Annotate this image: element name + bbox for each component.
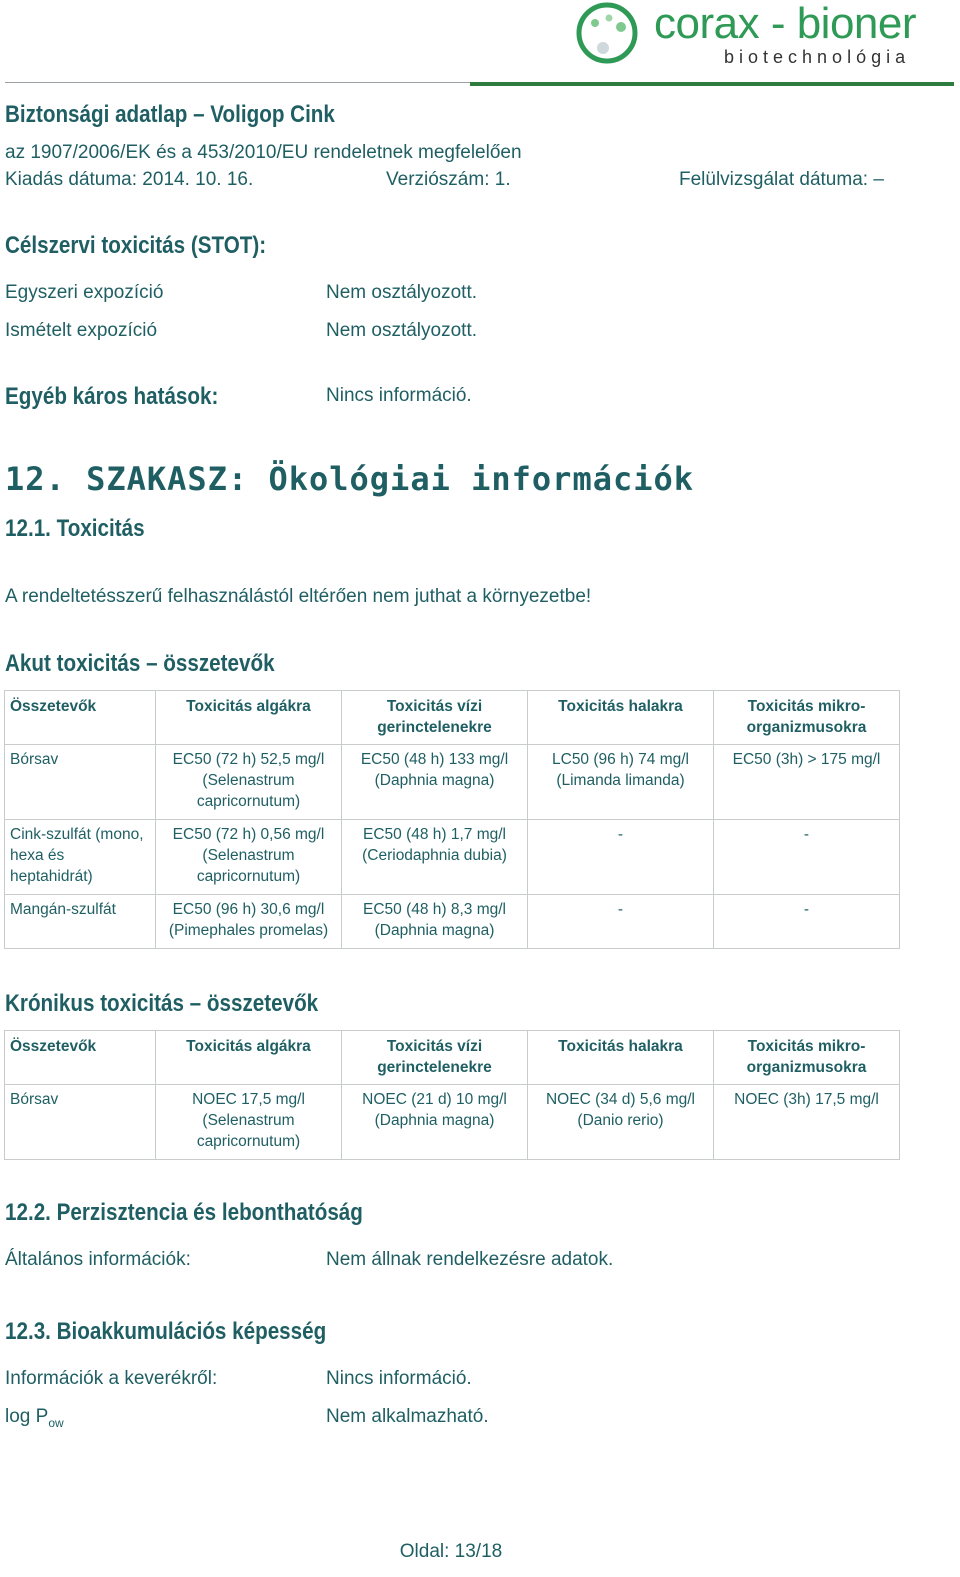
col-header-invertebrates: Toxicitás vízi gerinctelenekre bbox=[342, 1031, 528, 1085]
table-cell: EC50 (72 h) 52,5 mg/l (Selenastrum capricornutum) bbox=[156, 745, 342, 820]
doc-revision-date: Felülvizsgálat dátuma: – bbox=[679, 169, 884, 190]
table-row bbox=[5, 1085, 900, 1160]
table-row bbox=[5, 745, 900, 820]
table-cell: - bbox=[528, 895, 714, 949]
table-cell: EC50 (96 h) 30,6 mg/l (Pimephales promelas) bbox=[156, 895, 342, 949]
log-pow-subscript: ow bbox=[48, 1415, 64, 1430]
table-cell: EC50 (48 h) 1,7 mg/l (Ceriodaphnia dubia) bbox=[342, 820, 528, 895]
table-cell: EC50 (48 h) 8,3 mg/l (Daphnia magna) bbox=[342, 895, 528, 949]
acute-toxicity-table bbox=[4, 690, 900, 949]
mixture-info-label: Információk a keverékről: bbox=[5, 1368, 218, 1389]
doc-regulation: az 1907/2006/EK és a 453/2010/EU rendeletnek megfelelően bbox=[5, 142, 522, 163]
log-pow-label bbox=[5, 1406, 64, 1430]
table-cell: - bbox=[528, 820, 714, 895]
brand-name: corax - bioner bbox=[654, 0, 917, 48]
table-cell: Bórsav bbox=[5, 1085, 156, 1160]
col-header-algae: Toxicitás algákra bbox=[156, 1031, 342, 1085]
persistence-label: Általános információk: bbox=[5, 1249, 191, 1270]
stot-single-value: Nem osztályozott. bbox=[326, 282, 477, 303]
chronic-toxicity-table bbox=[4, 1030, 900, 1160]
chronic-heading: Krónikus toxicitás – összetevők bbox=[5, 990, 319, 1017]
log-pow-value: Nem alkalmazható. bbox=[326, 1406, 489, 1427]
table-header-row bbox=[5, 691, 900, 745]
col-header-component: Összetevők bbox=[5, 691, 156, 745]
table-cell: NOEC (34 d) 5,6 mg/l (Danio rerio) bbox=[528, 1085, 714, 1160]
header-rule-thin bbox=[5, 82, 475, 83]
table-cell: - bbox=[714, 895, 900, 949]
col-header-microorganisms: Toxicitás mikro-organizmusokra bbox=[714, 1031, 900, 1085]
doc-issue-date: Kiadás dátuma: 2014. 10. 16. bbox=[5, 169, 254, 190]
corax-logo-icon bbox=[576, 2, 638, 64]
stot-repeated-label: Ismételt expozíció bbox=[5, 320, 158, 341]
mixture-info-value: Nincs információ. bbox=[326, 1368, 472, 1389]
acute-heading: Akut toxicitás – összetevők bbox=[5, 650, 275, 677]
table-cell: Cink-szulfát (mono, hexa és heptahidrát) bbox=[5, 820, 156, 895]
table-cell: EC50 (72 h) 0,56 mg/l (Selenastrum capricornutum) bbox=[156, 820, 342, 895]
col-header-algae: Toxicitás algákra bbox=[156, 691, 342, 745]
stot-heading: Célszervi toxicitás (STOT): bbox=[5, 232, 267, 259]
col-header-component: Összetevők bbox=[5, 1031, 156, 1085]
table-cell: NOEC (21 d) 10 mg/l (Daphnia magna) bbox=[342, 1085, 528, 1160]
other-effects-heading: Egyéb káros hatások: bbox=[5, 383, 219, 410]
table-row bbox=[5, 820, 900, 895]
other-effects-value: Nincs információ. bbox=[326, 385, 472, 406]
table-cell: LC50 (96 h) 74 mg/l (Limanda limanda) bbox=[528, 745, 714, 820]
section-12-2-heading: 12.2. Perzisztencia és lebonthatóság bbox=[5, 1199, 363, 1226]
col-header-microorganisms: Toxicitás mikro-organizmusokra bbox=[714, 691, 900, 745]
col-header-fish: Toxicitás halakra bbox=[528, 1031, 714, 1085]
doc-title: Biztonsági adatlap – Voligop Cink bbox=[5, 101, 335, 128]
persistence-value: Nem állnak rendelkezésre adatok. bbox=[326, 1249, 614, 1270]
table-cell: NOEC 17,5 mg/l (Selenastrum capricornutum) bbox=[156, 1085, 342, 1160]
section-12-heading: 12. SZAKASZ: Ökológiai információk bbox=[5, 460, 695, 498]
table-header-row bbox=[5, 1031, 900, 1085]
table-cell: Bórsav bbox=[5, 745, 156, 820]
stot-single-label: Egyszeri expozíció bbox=[5, 282, 164, 303]
page-number: Oldal: 13/18 bbox=[399, 1541, 503, 1562]
table-cell: Mangán-szulfát bbox=[5, 895, 156, 949]
table-cell: - bbox=[714, 820, 900, 895]
log-pow-main: log P bbox=[5, 1406, 49, 1427]
table-row bbox=[5, 895, 900, 949]
doc-version: Verziószám: 1. bbox=[386, 169, 511, 190]
table-cell: EC50 (48 h) 133 mg/l (Daphnia magna) bbox=[342, 745, 528, 820]
stot-repeated-value: Nem osztályozott. bbox=[326, 320, 477, 341]
table-cell: EC50 (3h) > 175 mg/l bbox=[714, 745, 900, 820]
header-rule-thick bbox=[470, 82, 954, 86]
environment-note: A rendeltetésszerű felhasználástól eltérően nem juthat a környezetbe! bbox=[5, 586, 592, 607]
table-cell: NOEC (3h) 17,5 mg/l bbox=[714, 1085, 900, 1160]
col-header-invertebrates: Toxicitás vízi gerinctelenekre bbox=[342, 691, 528, 745]
section-12-3-heading: 12.3. Bioakkumulációs képesség bbox=[5, 1318, 327, 1345]
brand-subtitle: biotechnológia bbox=[724, 47, 911, 67]
section-12-1-heading: 12.1. Toxicitás bbox=[5, 515, 145, 542]
col-header-fish: Toxicitás halakra bbox=[528, 691, 714, 745]
